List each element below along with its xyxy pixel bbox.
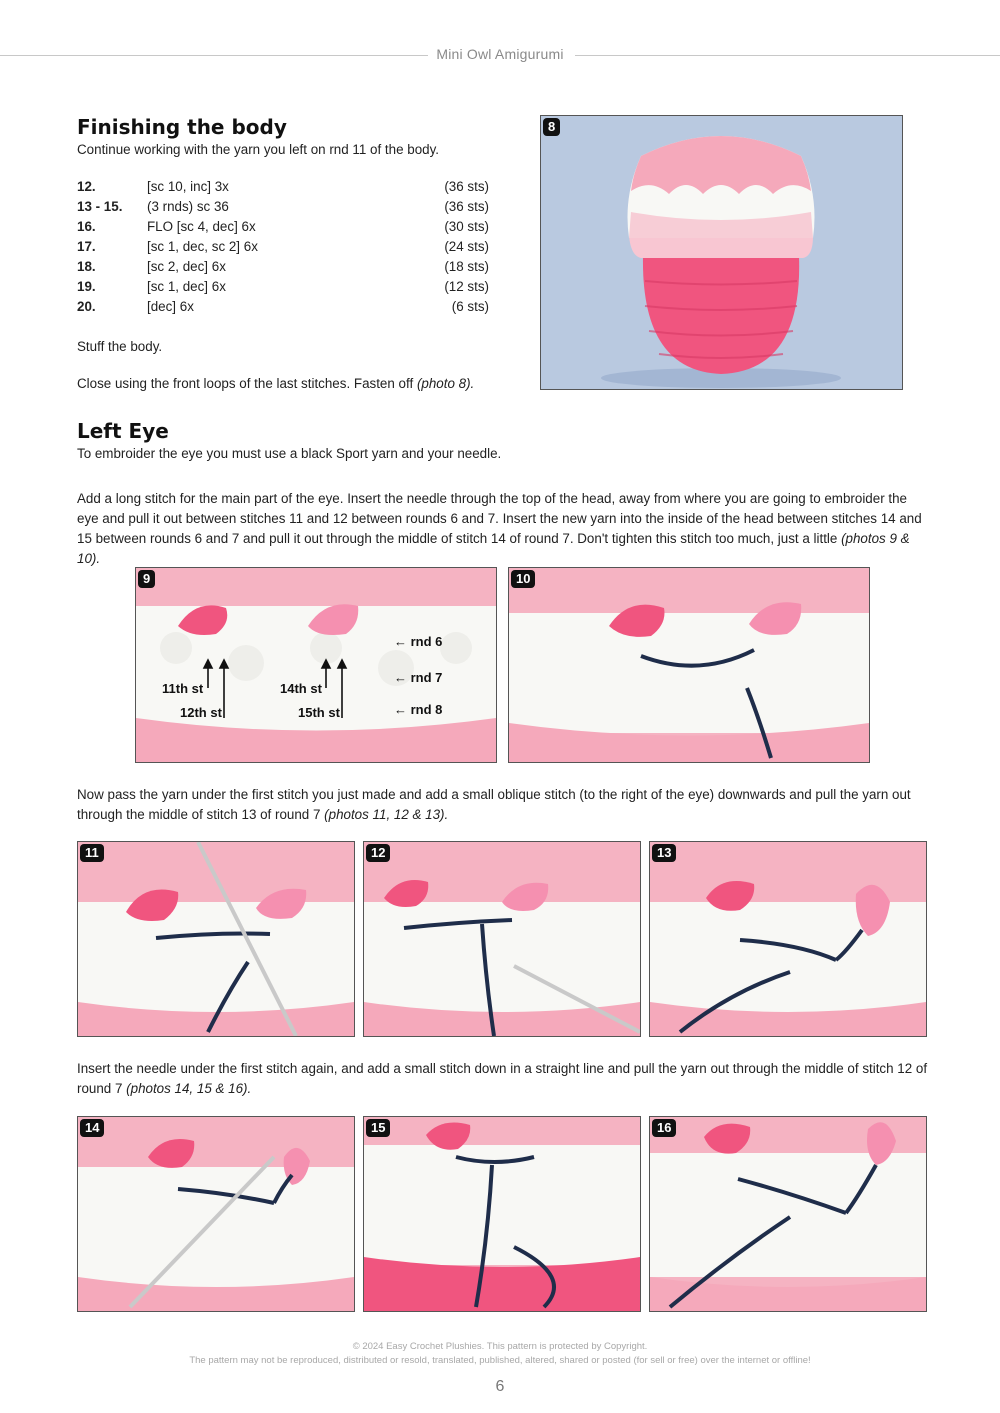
left-eye-para3 [77,1059,929,1099]
round-number: 18. [77,259,96,274]
round-stitch-count: (30 sts) [444,219,489,234]
para1-body: Add a long stitch for the main part of the eye. Insert the needle through the top of the head, away from where you are going to embroider the eye and pull it out between stitches 11 and 12 between rounds 6 and 7. Insert the new yarn into the inside of the head between stitches 14 and 15 between rounds 6 and 7 and pull it out through the middle of stitch 14 of round 7. Don't tighten this stitch too much, just a little [77,491,922,546]
photo-number-badge: 8 [543,118,560,136]
label-rnd-6-text: rnd 6 [410,634,443,649]
round-row [77,299,489,319]
label-11th-st: 11th st [162,681,204,696]
label-rnd-7: ← rnd 7 [394,670,443,685]
label-rnd-8: ← rnd 8 [394,702,443,717]
photo-number-badge: 12 [366,844,390,862]
label-rnd-8-text: rnd 8 [410,702,443,717]
label-15th-st: 15th st [298,705,340,720]
photo-16 [649,1116,927,1312]
para2-body: Now pass the yarn under the first stitch you just made and add a small oblique stitch (to the right of the eye) downwards and pull the yarn out through the middle of stitch 13 of round 7 [77,787,911,822]
round-number: 16. [77,219,96,234]
photo-13 [649,841,927,1037]
round-stitch-count: (12 sts) [444,279,489,294]
label-14th-st: 14th st [280,681,322,696]
close-text-body: Close using the front loops of the last stitches. Fasten off [77,376,414,391]
round-stitch-count: (6 sts) [451,299,489,314]
round-instruction: [sc 2, dec] 6x [147,259,226,274]
round-stitch-count: (24 sts) [444,239,489,254]
stuff-text: Stuff the body. [77,339,163,354]
photo-11 [77,841,355,1037]
round-instruction: FLO [sc 4, dec] 6x [147,219,256,234]
photo-number-badge: 16 [652,1119,676,1137]
left-eye-heading: Left Eye [77,419,169,443]
close-text [77,374,517,394]
round-row [77,179,489,199]
round-instruction: (3 rnds) sc 36 [147,199,229,214]
round-stitch-count: (36 sts) [444,179,489,194]
close-photo-ref: (photo 8). [416,376,475,391]
header-title: Mini Owl Amigurumi [436,46,564,62]
para1-photo-ref: (photos 9 & 10). [77,531,910,566]
label-rnd-6: ← rnd 6 [394,634,443,649]
para2-photo-ref: (photos 11, 12 & 13). [324,807,449,822]
photo-number-badge: 10 [511,570,535,588]
round-instruction: [sc 1, dec, sc 2] 6x [147,239,258,254]
para3-photo-ref: (photos 14, 15 & 16). [126,1081,252,1096]
round-instruction: [sc 1, dec] 6x [147,279,226,294]
photo-9 [135,567,497,763]
round-number: 13 - 15. [77,199,123,214]
left-eye-para2 [77,785,929,825]
para3-body: Insert the needle under the first stitch again, and add a small stitch down in a straight line and pull the yarn out through the middle of stitch 12 of round 7 [77,1061,928,1096]
label-rnd-7-text: rnd 7 [410,670,443,685]
round-instruction: [dec] 6x [147,299,194,314]
photo-number-badge: 15 [366,1119,390,1137]
photo-10 [508,567,870,763]
finishing-intro: Continue working with the yarn you left on rnd 11 of the body. [77,142,440,157]
round-instruction: [sc 10, inc] 3x [147,179,229,194]
photo-15 [363,1116,641,1312]
round-row [77,239,489,259]
photo-8 [540,115,903,390]
label-12th-st: 12th st [180,705,222,720]
round-stitch-count: (18 sts) [444,259,489,274]
round-number: 17. [77,239,96,254]
round-stitch-count: (36 sts) [444,199,489,214]
photo-12 [363,841,641,1037]
photo-number-badge: 13 [652,844,676,862]
stitch-arrows [136,568,496,762]
left-eye-intro: To embroider the eye you must use a black Sport yarn and your needle. [77,446,502,461]
photo-number-badge: 11 [80,844,104,862]
finishing-heading: Finishing the body [77,115,287,139]
round-number: 20. [77,299,96,314]
footer-copyright: © 2024 Easy Crochet Plushies. This pattern is protected by Copyright. [352,1341,648,1352]
round-row [77,259,489,279]
photo-number-badge: 9 [138,570,155,588]
left-eye-para1 [77,489,929,569]
footer-legal: The pattern may not be reproduced, distributed or resold, translated, published, altered, shared or posted (for sell or free) over the internet or offline! [189,1355,811,1366]
round-row [77,279,489,299]
photo-number-badge: 14 [80,1119,104,1137]
round-number: 19. [77,279,96,294]
round-number: 12. [77,179,96,194]
round-row [77,199,489,219]
round-row [77,219,489,239]
photo-14 [77,1116,355,1312]
page-number: 6 [495,1378,505,1395]
